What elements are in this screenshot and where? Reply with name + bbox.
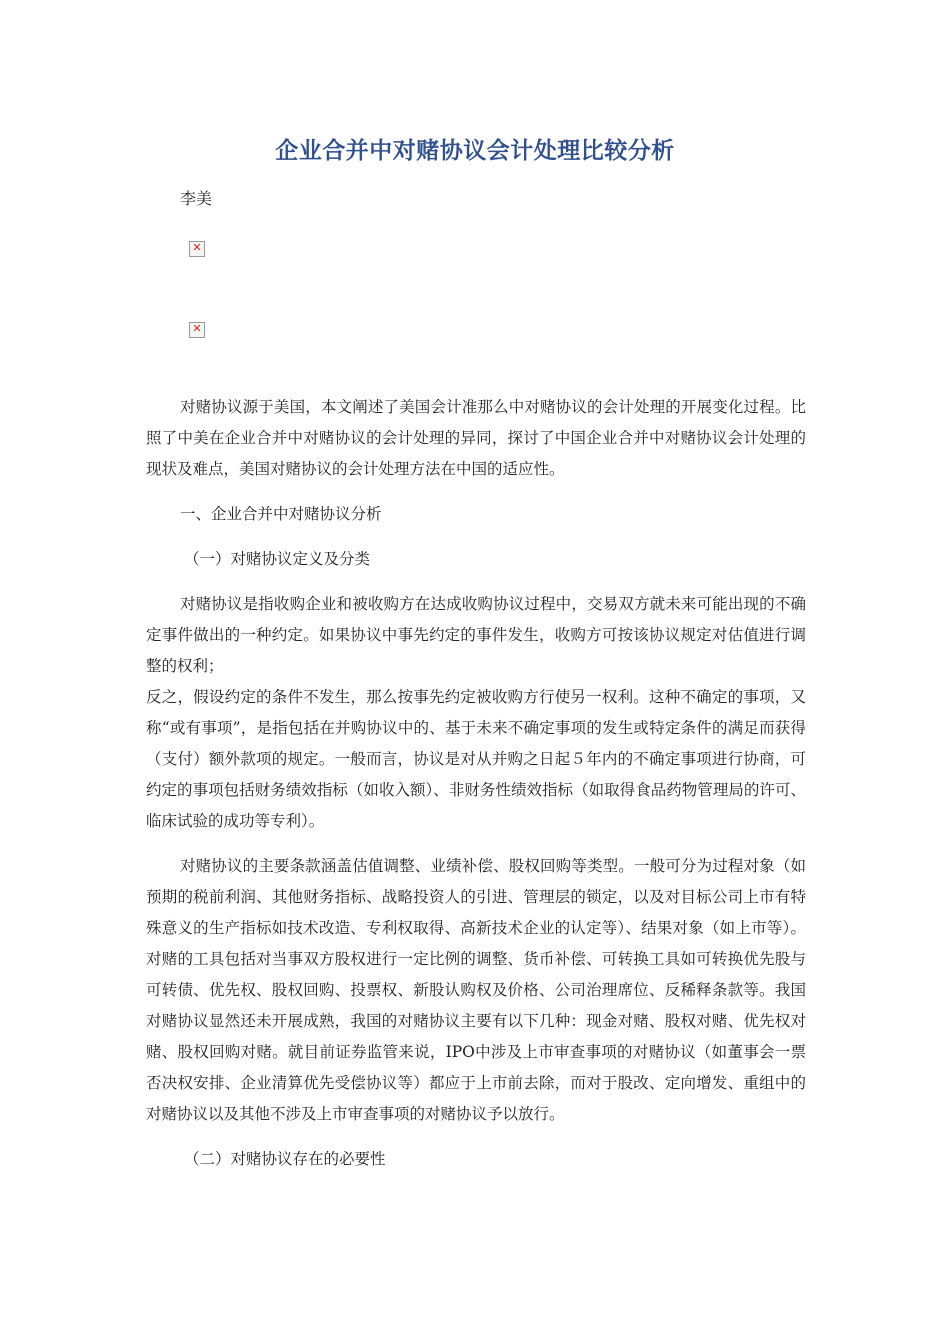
section-heading: 一、企业合并中对赌协议分析 (180, 505, 382, 523)
document-title: 企业合并中对赌协议会计处理比较分析 (275, 138, 675, 164)
subsection-heading: （一）对赌协议定义及分类 (184, 550, 371, 568)
broken-image-icon (189, 322, 205, 338)
broken-image-icon (189, 241, 205, 257)
abstract-paragraph: 对赌协议源于美国，本文阐述了美国会计准那么中对赌协议的会计处理的开展变化过程。比照了中美在企业合并中对赌协议的会计处理的异同，探讨了中国企业合并中对赌协议会计处理的现状及难点，美国对赌协议的会计处理方法在中国的适应性。 (146, 398, 806, 478)
subsection-heading: （二）对赌协议存在的必要性 (184, 1150, 386, 1168)
body-paragraph: 对赌协议是指收购企业和被收购方在达成收购协议过程中，交易双方就未来可能出现的不确定事件做出的一种约定。如果协议中事先约定的事件发生，收购方可按该协议规定对估值进行调整的权利； (146, 595, 806, 675)
document-body (146, 392, 806, 1175)
author-name: 李美 (180, 189, 213, 208)
body-paragraph: 对赌协议的主要条款涵盖估值调整、业绩补偿、股权回购等类型。一般可分为过程对象（如预期的税前利润、其他财务指标、战略投资人的引进、管理层的锁定，以及对目标公司上市有特殊意义的生产指标如技术改造、专利权取得、高新技术企业的认定等）、结果对象（如上市等）。对赌的工具包括对当事双方股权进行一定比例的调整、货币补偿、可转换工具如可转换优先股与可转债、优先权、股权回购、投票权、新股认购权及价格、公司治理席位、反稀释条款等。我国对赌协议显然还未开展成熟，我国的对赌协议主要有以下几种：现金对赌、股权对赌、优先权对赌、股权回购对赌。就目前证券监管来说，IPO中涉及上市审查事项的对赌协议（如董事会一票否决权安排、企业清算优先受偿协议等）都应于上市前去除，而对于股改、定向增发、重组中的对赌协议以及其他不涉及上市审查事项的对赌协议予以放行。 (146, 857, 806, 1123)
body-paragraph: 反之，假设约定的条件不发生，那么按事先约定被收购方行使另一权利。这种不确定的事项，又称“或有事项”，是指包括在并购协议中的、基于未来不确定事项的发生或特定条件的满足而获得（支付）额外款项的规定。一般而言，协议是对从并购之日起５年内的不确定事项进行协商，可约定的事项包括财务绩效指标（如收入额）、非财务性绩效指标（如取得食品药物管理局的许可、临床试验的成功等专利）。 (146, 688, 806, 830)
